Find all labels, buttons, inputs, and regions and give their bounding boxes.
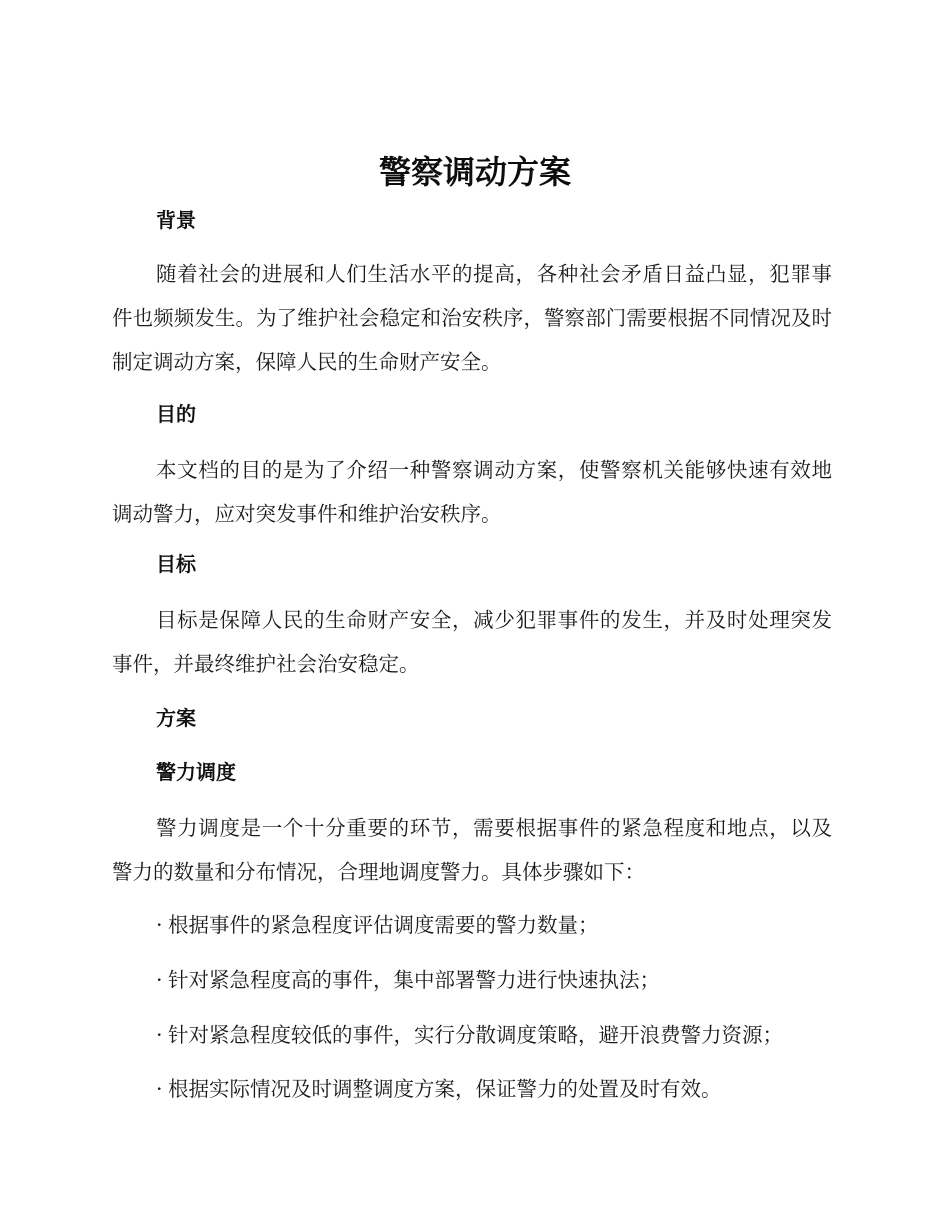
paragraph-goal: 目标是保障人民的生命财产安全，减少犯罪事件的发生，并及时处理突发事件，并最终维护社会治安稳定。 xyxy=(112,608,832,676)
heading-dispatch: 警力调度 xyxy=(156,760,236,784)
document-title: 警察调动方案 xyxy=(378,153,571,191)
list-item-text: 针对紧急程度高的事件，集中部署警力进行快速执法； xyxy=(168,968,660,992)
list-item-text: 针对紧急程度较低的事件，实行分散调度策略，避开浪费警力资源； xyxy=(168,1023,783,1047)
heading-goal: 目标 xyxy=(156,552,196,576)
paragraph-purpose: 本文档的目的是为了介绍一种警察调动方案，使警察机关能够快速有效地调动警力，应对突发事件和维护治安秩序。 xyxy=(112,458,832,526)
bullet-marker: · xyxy=(156,913,163,937)
heading-background: 背景 xyxy=(156,208,196,232)
list-item xyxy=(156,965,846,995)
list-item xyxy=(156,1020,846,1050)
paragraph-background: 随着社会的进展和人们生活水平的提高，各种社会矛盾日益凸显，犯罪事件也频频发生。为了维护社会稳定和治安秩序，警察部门需要根据不同情况及时制定调动方案，保障人民的生命财产安全。 xyxy=(112,262,832,374)
bullet-marker: · xyxy=(156,1023,163,1047)
heading-purpose: 目的 xyxy=(156,402,196,426)
paragraph-dispatch: 警力调度是一个十分重要的环节，需要根据事件的紧急程度和地点，以及警力的数量和分布情况，合理地调度警力。具体步骤如下： xyxy=(112,816,832,884)
list-item-text: 根据事件的紧急程度评估调度需要的警力数量； xyxy=(168,913,599,937)
heading-plan: 方案 xyxy=(156,706,196,730)
list-item-text: 根据实际情况及时调整调度方案，保证警力的处置及时有效。 xyxy=(168,1077,722,1101)
list-item xyxy=(156,910,846,940)
list-item xyxy=(156,1074,846,1104)
bullet-marker: · xyxy=(156,968,163,992)
bullet-marker: · xyxy=(156,1077,163,1101)
